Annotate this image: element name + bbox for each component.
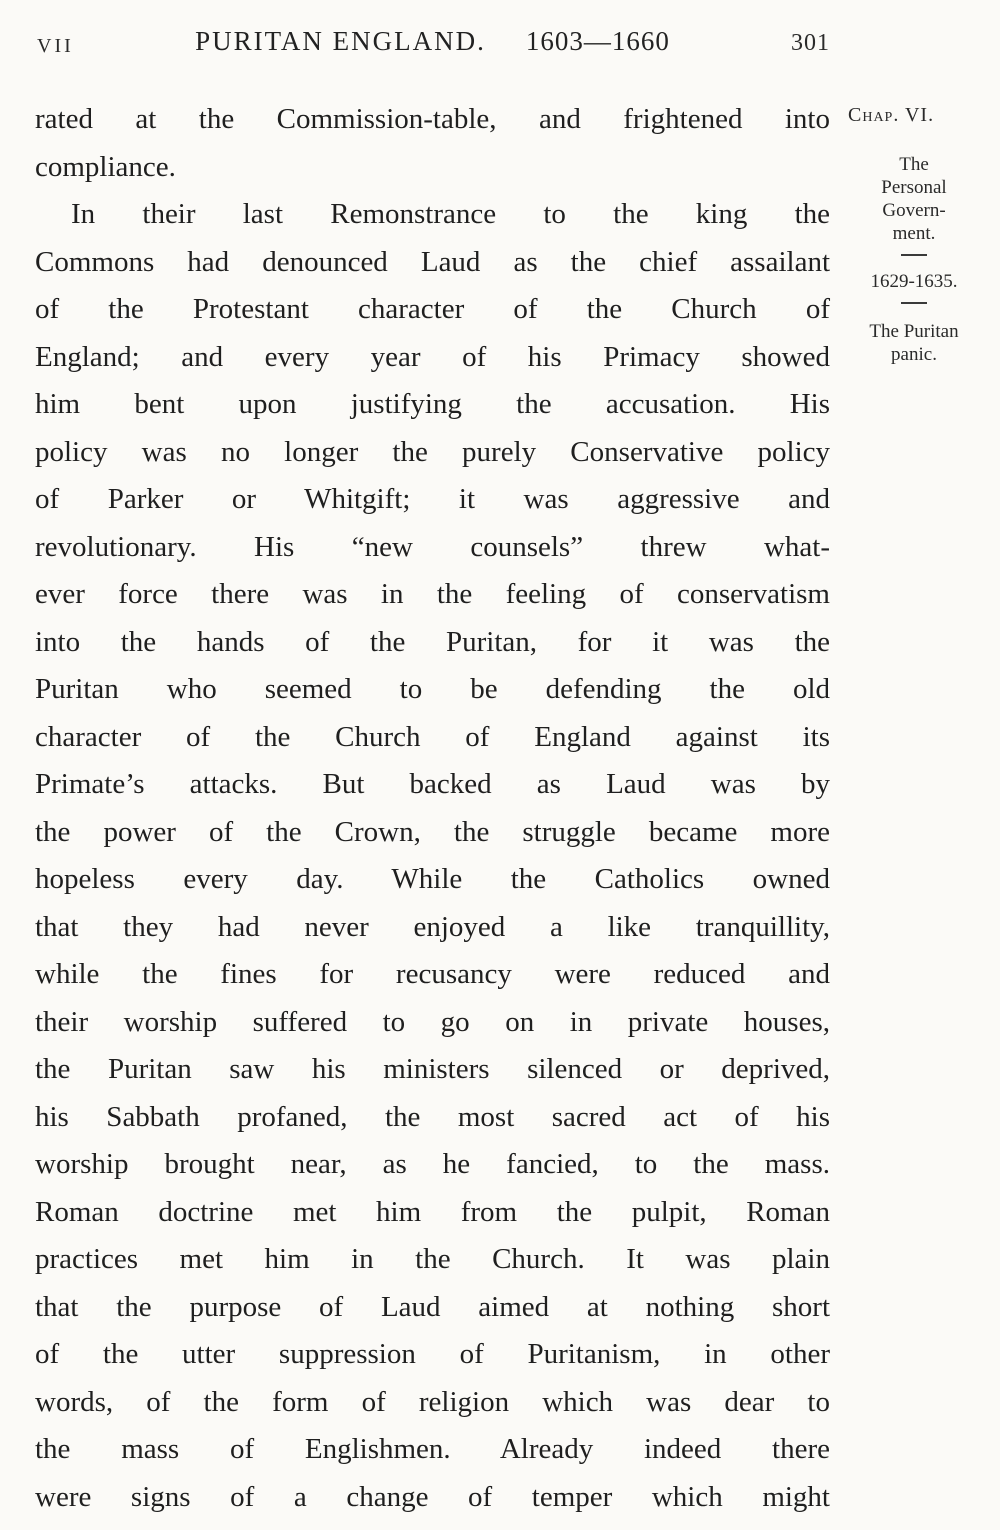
margin-note-personal-government [836,153,992,256]
body-text [35,96,830,1521]
text-line: Puritan who seemed to be defending the old [35,673,830,705]
text-line: that the purpose of Laud aimed at nothing short [35,1290,830,1323]
date-range: 1603—1660 [525,26,670,56]
text-line: of the Protestant character of the Church of [35,293,830,325]
text-line: Roman doctrine met him from the pulpit, Roman [35,1195,830,1228]
text-line: practices met him in the Church. It was plain [35,1243,830,1275]
text-line: of Parker or Whitgift; it was aggressive and [35,483,830,515]
text-line: into the hands of the Puritan, for it was the [35,625,830,658]
separator-rule [901,254,927,256]
text-line: his Sabbath profaned, the most sacred act of his [35,1100,830,1133]
margin-notes [836,96,992,1496]
text-line: ever force there was in the feeling of conservatism [35,578,830,610]
margin-note-line: Govern- [882,200,946,221]
text-line: that they had never enjoyed a like tranquillity, [35,910,830,943]
margin-note-line: Personal [881,177,947,198]
text-line: him bent upon justifying the accusation. His [35,388,830,420]
text-line: character of the Church of England against its [35,720,830,753]
margin-note-dates [836,270,992,304]
margin-note-line: Chap. VI. [848,104,935,126]
text-line: Commons had denounced Laud as the chief assailant [35,245,830,278]
running-head-center [95,26,770,57]
text-line: revolutionary. His “new counsels” threw what- [35,530,830,563]
text-line: hopeless every day. While the Catholics owned [35,863,830,895]
text-line: England; and every year of his Primacy showed [35,340,830,373]
text-line: rated at the Commission-table, and frightened into [35,103,830,135]
margin-note-line: panic. [891,344,937,365]
chapter-signature: VII [37,35,74,57]
text-line: of the utter suppression of Puritanism, in other [35,1338,830,1370]
text-line: words, of the form of religion which was dear to [35,1385,830,1418]
text-line: the Puritan saw his ministers silenced or deprived, [35,1053,830,1085]
margin-note-chapter [836,104,992,127]
text-line: In their last Remonstrance to the king the [71,198,830,230]
margin-note-puritan-panic [836,320,992,366]
margin-note-line: 1629-1635. [870,271,958,292]
book-title: PURITAN ENGLAND. [195,26,486,56]
margin-note-line: The [899,154,929,175]
paragraph [35,191,830,1521]
separator-rule [901,302,927,304]
text-line: Primate’s attacks. But backed as Laud was by [35,768,830,800]
page-number: 301 [791,30,830,56]
running-head [35,26,830,68]
text-line: the mass of Englishmen. Already indeed there [35,1433,830,1465]
margin-note-line: ment. [892,223,936,244]
margin-note-line: The Puritan [869,321,959,342]
text-line: policy was no longer the purely Conservative policy [35,435,830,468]
text-line: their worship suffered to go on in private houses, [35,1005,830,1038]
text-line: worship brought near, as he fancied, to the mass. [35,1148,830,1180]
text-line: compliance. [35,150,176,183]
text-line: the power of the Crown, the struggle became more [35,815,830,848]
text-line: while the fines for recusancy were reduced and [35,958,830,990]
paragraph [35,96,830,191]
text-line: were signs of a change of temper which might [35,1480,830,1513]
